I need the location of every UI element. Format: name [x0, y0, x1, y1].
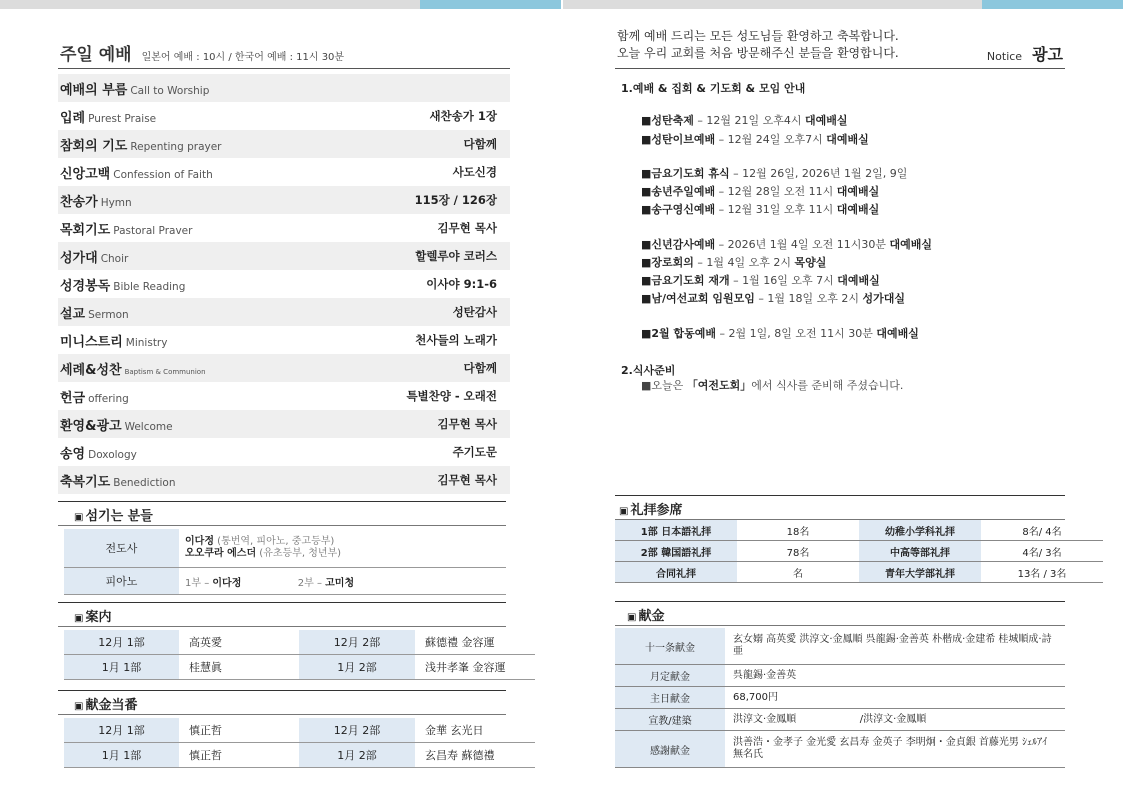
service-title: 주일 예배 [60, 45, 132, 65]
announcement-title: ■송구영신예배 [641, 203, 716, 216]
announcement-place: 목양실 [794, 256, 827, 269]
order-row [58, 270, 510, 298]
offering-section-title [615, 601, 1065, 626]
leader-role: (유초등부, 청년부) [259, 548, 342, 559]
announcement-item [641, 184, 879, 199]
announcement-detail: – 2월 1일, 8일 오전 11시 30분 [716, 327, 877, 340]
order-item-ko: 축복기도 [60, 474, 111, 490]
order-item-value: 새찬송가 1장 [429, 109, 497, 123]
announcement-item [641, 255, 826, 270]
order-item-ko: 입례 [60, 110, 86, 126]
announcement-heading: 1.예배 & 집회 & 기도회 & 모임 안내 [621, 82, 806, 95]
order-item-value: 할렐루야 코러스 [415, 249, 497, 263]
attendance-key: 青年大学部礼拝 [859, 562, 981, 583]
order-item-en: Benediction [113, 476, 176, 489]
piano-cell [179, 568, 506, 595]
order-item-ko: 미니스트리 [60, 334, 123, 350]
attendance-title: 礼拝参席 [630, 503, 683, 518]
table-row [615, 562, 1103, 583]
order-row [58, 158, 510, 186]
guide-value: 桂慧眞 [179, 655, 299, 680]
announcement-title: ■금요기도회 휴식 [641, 167, 730, 180]
announcement-item [641, 132, 869, 147]
leader-label: 전도사 [64, 529, 179, 568]
welcome-line-2: 오늘 우리 교회를 처음 방문해주신 분들을 환영합니다. [617, 46, 899, 60]
offering-table [615, 628, 1065, 768]
announcement-item [641, 166, 907, 181]
header-divider [58, 68, 510, 69]
order-item-en: Doxology [88, 448, 137, 461]
servers-title: 섬기는 분들 [85, 509, 153, 524]
guide-key: 12月 2部 [299, 630, 415, 655]
order-item-value: 주기도문 [452, 445, 497, 459]
announcement-item [641, 237, 932, 252]
offering-value: 洪淳文·金鳳順 /洪淳文·金鳳順 [725, 709, 1065, 731]
guide-key: 1月 1部 [64, 655, 179, 680]
order-item-en: Call to Worship [130, 84, 210, 97]
offering-value: 洪善浩・金孝子 金光愛 玄昌寿 金英子 李明炯・金貞銀 首藤光男 ｼｪﾙｱｲ 無名氏 [725, 731, 1065, 768]
announcement-detail: – 12월 24일 오후7시 [715, 133, 827, 146]
announcement-detail: – 1월 4일 오후 2시 [693, 256, 795, 269]
order-row [58, 438, 510, 466]
attendance-value: 13名 / 3名 [981, 562, 1103, 583]
announcement-detail: – 1월 16일 오후 7시 [729, 274, 838, 287]
attendance-table [615, 520, 1103, 583]
box-bullet-icon: ▣ [74, 613, 84, 624]
attendance-value: 78名 [737, 541, 859, 562]
order-item-en: Pastoral Praver [113, 224, 193, 237]
meal-notice [641, 378, 903, 393]
announcement-detail: – 12월 26일, 2026년 1월 2일, 9일 [729, 167, 908, 180]
order-item-ko: 환영&광고 [60, 418, 122, 434]
order-item-ko: 참회의 기도 [60, 138, 128, 154]
order-item-value: 김무현 목사 [437, 221, 497, 235]
leader-role: (통번역, 피아노, 중고등부) [217, 536, 335, 547]
table-row [615, 541, 1103, 562]
duty-key: 12月 2部 [299, 718, 415, 743]
guide-key: 1月 2部 [299, 655, 415, 680]
order-item-en: Repenting prayer [130, 140, 222, 153]
order-item-ko: 목회기도 [60, 222, 111, 238]
table-row [615, 731, 1065, 768]
attendance-key: 中高等部礼拝 [859, 541, 981, 562]
order-item-value: 특별찬양 - 오래전 [406, 389, 497, 403]
announcement-detail: – 12월 28일 오전 11시 [715, 185, 837, 198]
piano-name-2: 고미청 [325, 577, 355, 589]
notice-page [615, 0, 1065, 794]
order-of-service [58, 74, 510, 494]
order-item-en: Bible Reading [113, 280, 186, 293]
announcement-title: ■남/여선교회 임원모임 [641, 292, 755, 305]
announcement-detail: – 2026년 1월 4일 오전 11시30분 [715, 238, 890, 251]
table-row [615, 520, 1103, 541]
guide-key: 12月 1部 [64, 630, 179, 655]
announcement-place: 대예배실 [836, 203, 880, 216]
order-item-ko: 찬송가 [60, 194, 98, 210]
order-item-en: Purest Praise [88, 112, 157, 125]
attendance-value: 18名 [737, 520, 859, 541]
duty-key: 1月 1部 [64, 743, 179, 768]
order-item-en: Choir [100, 252, 129, 265]
table-row [615, 628, 1065, 665]
order-item-en: Sermon [88, 308, 129, 321]
order-item-ko: 세례&성찬 [60, 362, 122, 378]
service-header [60, 40, 510, 65]
table-row [615, 665, 1065, 687]
table-row [64, 718, 535, 743]
offering-duty-section-title [58, 690, 506, 715]
box-bullet-icon: ▣ [627, 612, 637, 623]
notice-label-ko: 광고 [1032, 45, 1063, 64]
order-item-value: 사도신경 [452, 165, 497, 179]
announcement-detail: – 1월 18일 오후 2시 [754, 292, 863, 305]
attendance-key: 2部 韓国語礼拝 [615, 541, 737, 562]
piano-name-1: 이다정 [212, 577, 242, 589]
announcement-place: 대예배실 [876, 327, 919, 340]
order-item-en: Welcome [124, 420, 173, 433]
announcement-title: ■장로회의 [641, 256, 694, 269]
offering-duty-table [64, 718, 535, 768]
meal-prefix: ■오늘은 [641, 379, 687, 392]
announcement-detail: – 12월 31일 오후 11시 [715, 203, 837, 216]
offering-title: 献金 [638, 609, 665, 624]
order-row [58, 354, 510, 382]
announcement-place: 대예배실 [836, 185, 880, 198]
announcement-item [641, 291, 905, 306]
order-item-ko: 헌금 [60, 390, 86, 406]
order-item-value: 김무현 목사 [437, 473, 497, 487]
announcement-item [641, 326, 919, 341]
service-times: 일본어 예배 : 10시 / 한국어 예배 : 11시 30분 [141, 52, 345, 63]
announcement-title: ■2월 합동예배 [641, 327, 717, 340]
box-bullet-icon: ▣ [619, 506, 629, 517]
leader-name: 오오쿠라 에스더 [185, 548, 257, 559]
order-item-ko: 송영 [60, 446, 86, 462]
piano-part-1: 1부 – [185, 577, 213, 589]
attendance-key: 1部 日本語礼拝 [615, 520, 737, 541]
guide-value: 浅井孝峯 金容運 [415, 655, 535, 680]
order-row [58, 214, 510, 242]
attendance-section-title [615, 495, 1065, 520]
duty-value: 金華 玄光日 [415, 718, 535, 743]
order-row [58, 466, 510, 494]
notice-header [987, 42, 1063, 65]
order-row [58, 102, 510, 130]
table-row [64, 743, 535, 768]
order-item-en: Ministry [125, 336, 168, 349]
announcement-item [641, 113, 848, 128]
guide-section-title [58, 602, 506, 627]
welcome-message [617, 28, 899, 62]
leader-name: 이다정 [185, 536, 214, 547]
order-item-en: Baptism & Communion [124, 367, 206, 376]
table-row [64, 568, 506, 595]
welcome-line-1: 함께 예배 드리는 모든 성도님들 환영하고 축복합니다. [617, 29, 899, 43]
attendance-key: 幼稚小学科礼拝 [859, 520, 981, 541]
announcement-detail: – 12월 21일 오후4시 [693, 114, 806, 127]
order-row [58, 186, 510, 214]
offering-key: 感謝献金 [615, 731, 725, 768]
offering-value: 玄女嫋 高英愛 洪淳文·金鳳順 呉龍錫·金善英 朴楷成·金建希 桂城順成·詩亜 [725, 628, 1065, 665]
announcement-place: 대예배실 [837, 274, 880, 287]
header-divider [615, 68, 1065, 69]
duty-value: 慎正哲 [179, 743, 299, 768]
guide-value: 蘇德禮 金容運 [415, 630, 535, 655]
table-row [615, 709, 1065, 731]
duty-value: 慎正哲 [179, 718, 299, 743]
offering-duty-title: 献金当番 [85, 698, 138, 713]
order-row [58, 74, 510, 102]
order-item-value: 다함께 [463, 137, 497, 151]
offering-value: 呉龍錫·金善英 [725, 665, 1065, 687]
piano-part-2: 2부 – [297, 577, 326, 589]
notice-label-en: Notice [986, 50, 1023, 63]
order-item-ko: 예배의 부름 [60, 82, 128, 98]
table-row [64, 630, 535, 655]
table-row [615, 687, 1065, 709]
order-row [58, 130, 510, 158]
order-row [58, 242, 510, 270]
order-item-en: Hymn [100, 196, 132, 209]
announcement-title: ■송년주일예배 [641, 185, 716, 198]
meal-suffix: 에서 식사를 준비해 주셨습니다. [751, 379, 904, 392]
offering-key: 宣教/建築 [615, 709, 725, 731]
meal-heading: 2.식사준비 [621, 364, 676, 377]
order-item-value: 김무현 목사 [437, 417, 497, 431]
order-item-value: 다함께 [463, 361, 497, 375]
box-bullet-icon: ▣ [74, 512, 84, 523]
order-row [58, 298, 510, 326]
order-item-en: offering [88, 392, 129, 405]
table-row [64, 655, 535, 680]
order-item-ko: 신앙고백 [60, 166, 111, 182]
order-item-value: 천사들의 노래가 [415, 333, 497, 347]
servers-table [64, 529, 506, 595]
duty-key: 1月 2部 [299, 743, 415, 768]
offering-value: 68,700円 [725, 687, 1065, 709]
order-item-en: Confession of Faith [113, 168, 213, 181]
announcement-title: ■금요기도회 재개 [641, 274, 730, 287]
meal-group: 「여전도회」 [686, 379, 752, 392]
offering-key: 十一条献金 [615, 628, 725, 665]
attendance-value: 4名/ 3名 [981, 541, 1103, 562]
order-row [58, 326, 510, 354]
order-item-value: 이사야 9:1-6 [426, 277, 497, 291]
announcement-title: ■성탄축제 [641, 114, 694, 127]
offering-key: 月定献金 [615, 665, 725, 687]
guide-title: 案内 [85, 610, 112, 625]
box-bullet-icon: ▣ [74, 701, 84, 712]
announcement-place: 대예배실 [826, 133, 869, 146]
worship-order-page [58, 0, 510, 794]
leader-cell [179, 529, 506, 568]
announcement-title: ■신년감사예배 [641, 238, 716, 251]
order-item-ko: 설교 [60, 306, 86, 322]
duty-key: 12月 1部 [64, 718, 179, 743]
order-row [58, 410, 510, 438]
announcement-title: ■성탄이브예배 [641, 133, 716, 146]
announcement-item [641, 202, 879, 217]
guide-table [64, 630, 535, 680]
announcement-place: 대예배실 [889, 238, 933, 251]
order-item-value: 115장 / 126장 [414, 193, 497, 207]
attendance-key: 合同礼拝 [615, 562, 737, 583]
announcement-place: 대예배실 [805, 114, 848, 127]
order-item-ko: 성경봉독 [60, 278, 111, 294]
order-item-value: 성탄감사 [452, 305, 497, 319]
piano-label: 피아노 [64, 568, 179, 595]
duty-value: 玄昌寿 蘇德禮 [415, 743, 535, 768]
servers-section-title [58, 501, 506, 526]
announcement-item [641, 273, 880, 288]
offering-key: 主日献金 [615, 687, 725, 709]
announcement-place: 성가대실 [862, 292, 905, 305]
table-row [64, 529, 506, 568]
order-item-ko: 성가대 [60, 250, 98, 266]
guide-value: 高英愛 [179, 630, 299, 655]
attendance-value: 名 [737, 562, 859, 583]
order-row [58, 382, 510, 410]
attendance-value: 8名/ 4名 [981, 520, 1103, 541]
